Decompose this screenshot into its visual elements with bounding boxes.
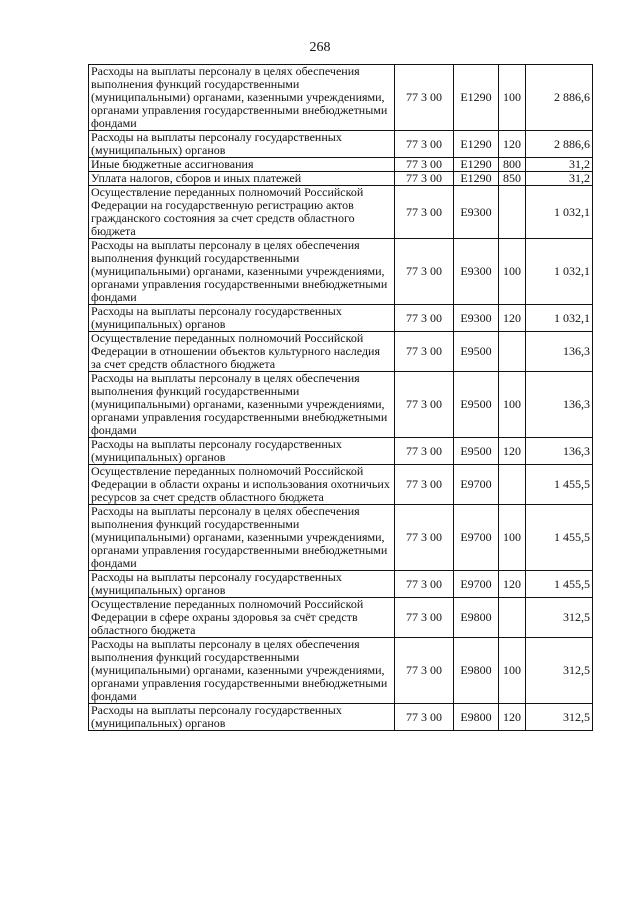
row-expense-type: 800 — [499, 158, 526, 172]
row-program-code: 77 3 00 — [395, 704, 454, 731]
row-amount: 136,3 — [526, 332, 593, 372]
row-name: Расходы на выплаты персоналу в целях обеспечения выполнения функций государственными (муниципальными) органами, казенными учреждениями, органами управления государственными внебюджетными фондами — [89, 505, 395, 571]
row-direction-code: Е1290 — [454, 131, 499, 158]
table-row — [89, 172, 593, 186]
row-direction-code: Е1290 — [454, 172, 499, 186]
row-name: Расходы на выплаты персоналу государственных (муниципальных) органов — [89, 438, 395, 465]
row-name: Расходы на выплаты персоналу государственных (муниципальных) органов — [89, 131, 395, 158]
table-row — [89, 438, 593, 465]
row-direction-code: Е1290 — [454, 158, 499, 172]
row-amount: 2 886,6 — [526, 65, 593, 131]
table-row — [89, 65, 593, 131]
row-amount: 1 455,5 — [526, 505, 593, 571]
row-expense-type: 120 — [499, 438, 526, 465]
row-direction-code: Е9700 — [454, 571, 499, 598]
row-direction-code: Е9700 — [454, 465, 499, 505]
row-name: Расходы на выплаты персоналу в целях обеспечения выполнения функций государственными (муниципальными) органами, казенными учреждениями, органами управления государственными внебюджетными фондами — [89, 638, 395, 704]
row-direction-code: Е9700 — [454, 505, 499, 571]
row-amount: 31,2 — [526, 158, 593, 172]
row-program-code: 77 3 00 — [395, 638, 454, 704]
page-number: 268 — [309, 40, 331, 55]
row-direction-code: Е9500 — [454, 372, 499, 438]
row-program-code: 77 3 00 — [395, 172, 454, 186]
row-direction-code: Е9300 — [454, 239, 499, 305]
row-expense-type: 120 — [499, 704, 526, 731]
row-amount: 2 886,6 — [526, 131, 593, 158]
row-name: Расходы на выплаты персоналу в целях обеспечения выполнения функций государственными (муниципальными) органами, казенными учреждениями, органами управления государственными внебюджетными фондами — [89, 65, 395, 131]
row-program-code: 77 3 00 — [395, 158, 454, 172]
row-expense-type: 120 — [499, 305, 526, 332]
row-name: Осуществление переданных полномочий Российской Федерации в отношении объектов культурного наследия за счет средств областного бюджета — [89, 332, 395, 372]
row-expense-type: 850 — [499, 172, 526, 186]
row-expense-type: 120 — [499, 131, 526, 158]
table-row — [89, 571, 593, 598]
row-program-code: 77 3 00 — [395, 65, 454, 131]
row-expense-type: 100 — [499, 638, 526, 704]
table-row — [89, 372, 593, 438]
row-program-code: 77 3 00 — [395, 305, 454, 332]
table-row — [89, 332, 593, 372]
row-program-code: 77 3 00 — [395, 505, 454, 571]
row-name: Осуществление переданных полномочий Российской Федерации на государственную регистрацию актов гражданского состояния за счет средств областного бюджета — [89, 186, 395, 239]
row-direction-code: Е9300 — [454, 186, 499, 239]
table-row — [89, 186, 593, 239]
row-direction-code: Е9800 — [454, 704, 499, 731]
row-expense-type: 100 — [499, 65, 526, 131]
table-row — [89, 239, 593, 305]
row-program-code: 77 3 00 — [395, 465, 454, 505]
table-row — [89, 704, 593, 731]
row-amount: 1 455,5 — [526, 465, 593, 505]
row-direction-code: Е1290 — [454, 65, 499, 131]
row-name: Уплата налогов, сборов и иных платежей — [89, 172, 395, 186]
row-expense-type: 120 — [499, 571, 526, 598]
row-program-code: 77 3 00 — [395, 438, 454, 465]
row-program-code: 77 3 00 — [395, 372, 454, 438]
table-row — [89, 131, 593, 158]
row-amount: 1 032,1 — [526, 186, 593, 239]
row-amount: 312,5 — [526, 638, 593, 704]
row-direction-code: Е9300 — [454, 305, 499, 332]
row-expense-type: 100 — [499, 239, 526, 305]
row-program-code: 77 3 00 — [395, 332, 454, 372]
row-amount: 136,3 — [526, 438, 593, 465]
row-amount: 1 455,5 — [526, 571, 593, 598]
budget-table-body — [89, 65, 593, 731]
table-row — [89, 305, 593, 332]
table-row — [89, 638, 593, 704]
row-direction-code: Е9500 — [454, 332, 499, 372]
row-name: Расходы на выплаты персоналу государственных (муниципальных) органов — [89, 305, 395, 332]
table-row — [89, 505, 593, 571]
row-program-code: 77 3 00 — [395, 571, 454, 598]
row-direction-code: Е9800 — [454, 638, 499, 704]
row-program-code: 77 3 00 — [395, 131, 454, 158]
row-name: Расходы на выплаты персоналу государственных (муниципальных) органов — [89, 704, 395, 731]
row-name: Осуществление переданных полномочий Российской Федерации в сфере охраны здоровья за счёт средств областного бюджета — [89, 598, 395, 638]
row-amount: 1 032,1 — [526, 239, 593, 305]
row-amount: 136,3 — [526, 372, 593, 438]
budget-table — [88, 64, 593, 731]
row-expense-type — [499, 465, 526, 505]
table-row — [89, 465, 593, 505]
row-expense-type — [499, 598, 526, 638]
row-name: Иные бюджетные ассигнования — [89, 158, 395, 172]
table-row — [89, 598, 593, 638]
row-expense-type — [499, 186, 526, 239]
row-name: Расходы на выплаты персоналу в целях обеспечения выполнения функций государственными (муниципальными) органами, казенными учреждениями, органами управления государственными внебюджетными фондами — [89, 372, 395, 438]
row-amount: 312,5 — [526, 598, 593, 638]
row-expense-type: 100 — [499, 505, 526, 571]
row-name: Расходы на выплаты персоналу государственных (муниципальных) органов — [89, 571, 395, 598]
row-program-code: 77 3 00 — [395, 598, 454, 638]
row-expense-type: 100 — [499, 372, 526, 438]
row-program-code: 77 3 00 — [395, 186, 454, 239]
row-name: Расходы на выплаты персоналу в целях обеспечения выполнения функций государственными (муниципальными) органами, казенными учреждениями, органами управления государственными внебюджетными фондами — [89, 239, 395, 305]
row-amount: 312,5 — [526, 704, 593, 731]
row-direction-code: Е9500 — [454, 438, 499, 465]
row-amount: 31,2 — [526, 172, 593, 186]
row-amount: 1 032,1 — [526, 305, 593, 332]
row-expense-type — [499, 332, 526, 372]
row-name: Осуществление переданных полномочий Российской Федерации в области охраны и использования охотничьих ресурсов за счет средств областного бюджета — [89, 465, 395, 505]
row-program-code: 77 3 00 — [395, 239, 454, 305]
row-direction-code: Е9800 — [454, 598, 499, 638]
table-row — [89, 158, 593, 172]
